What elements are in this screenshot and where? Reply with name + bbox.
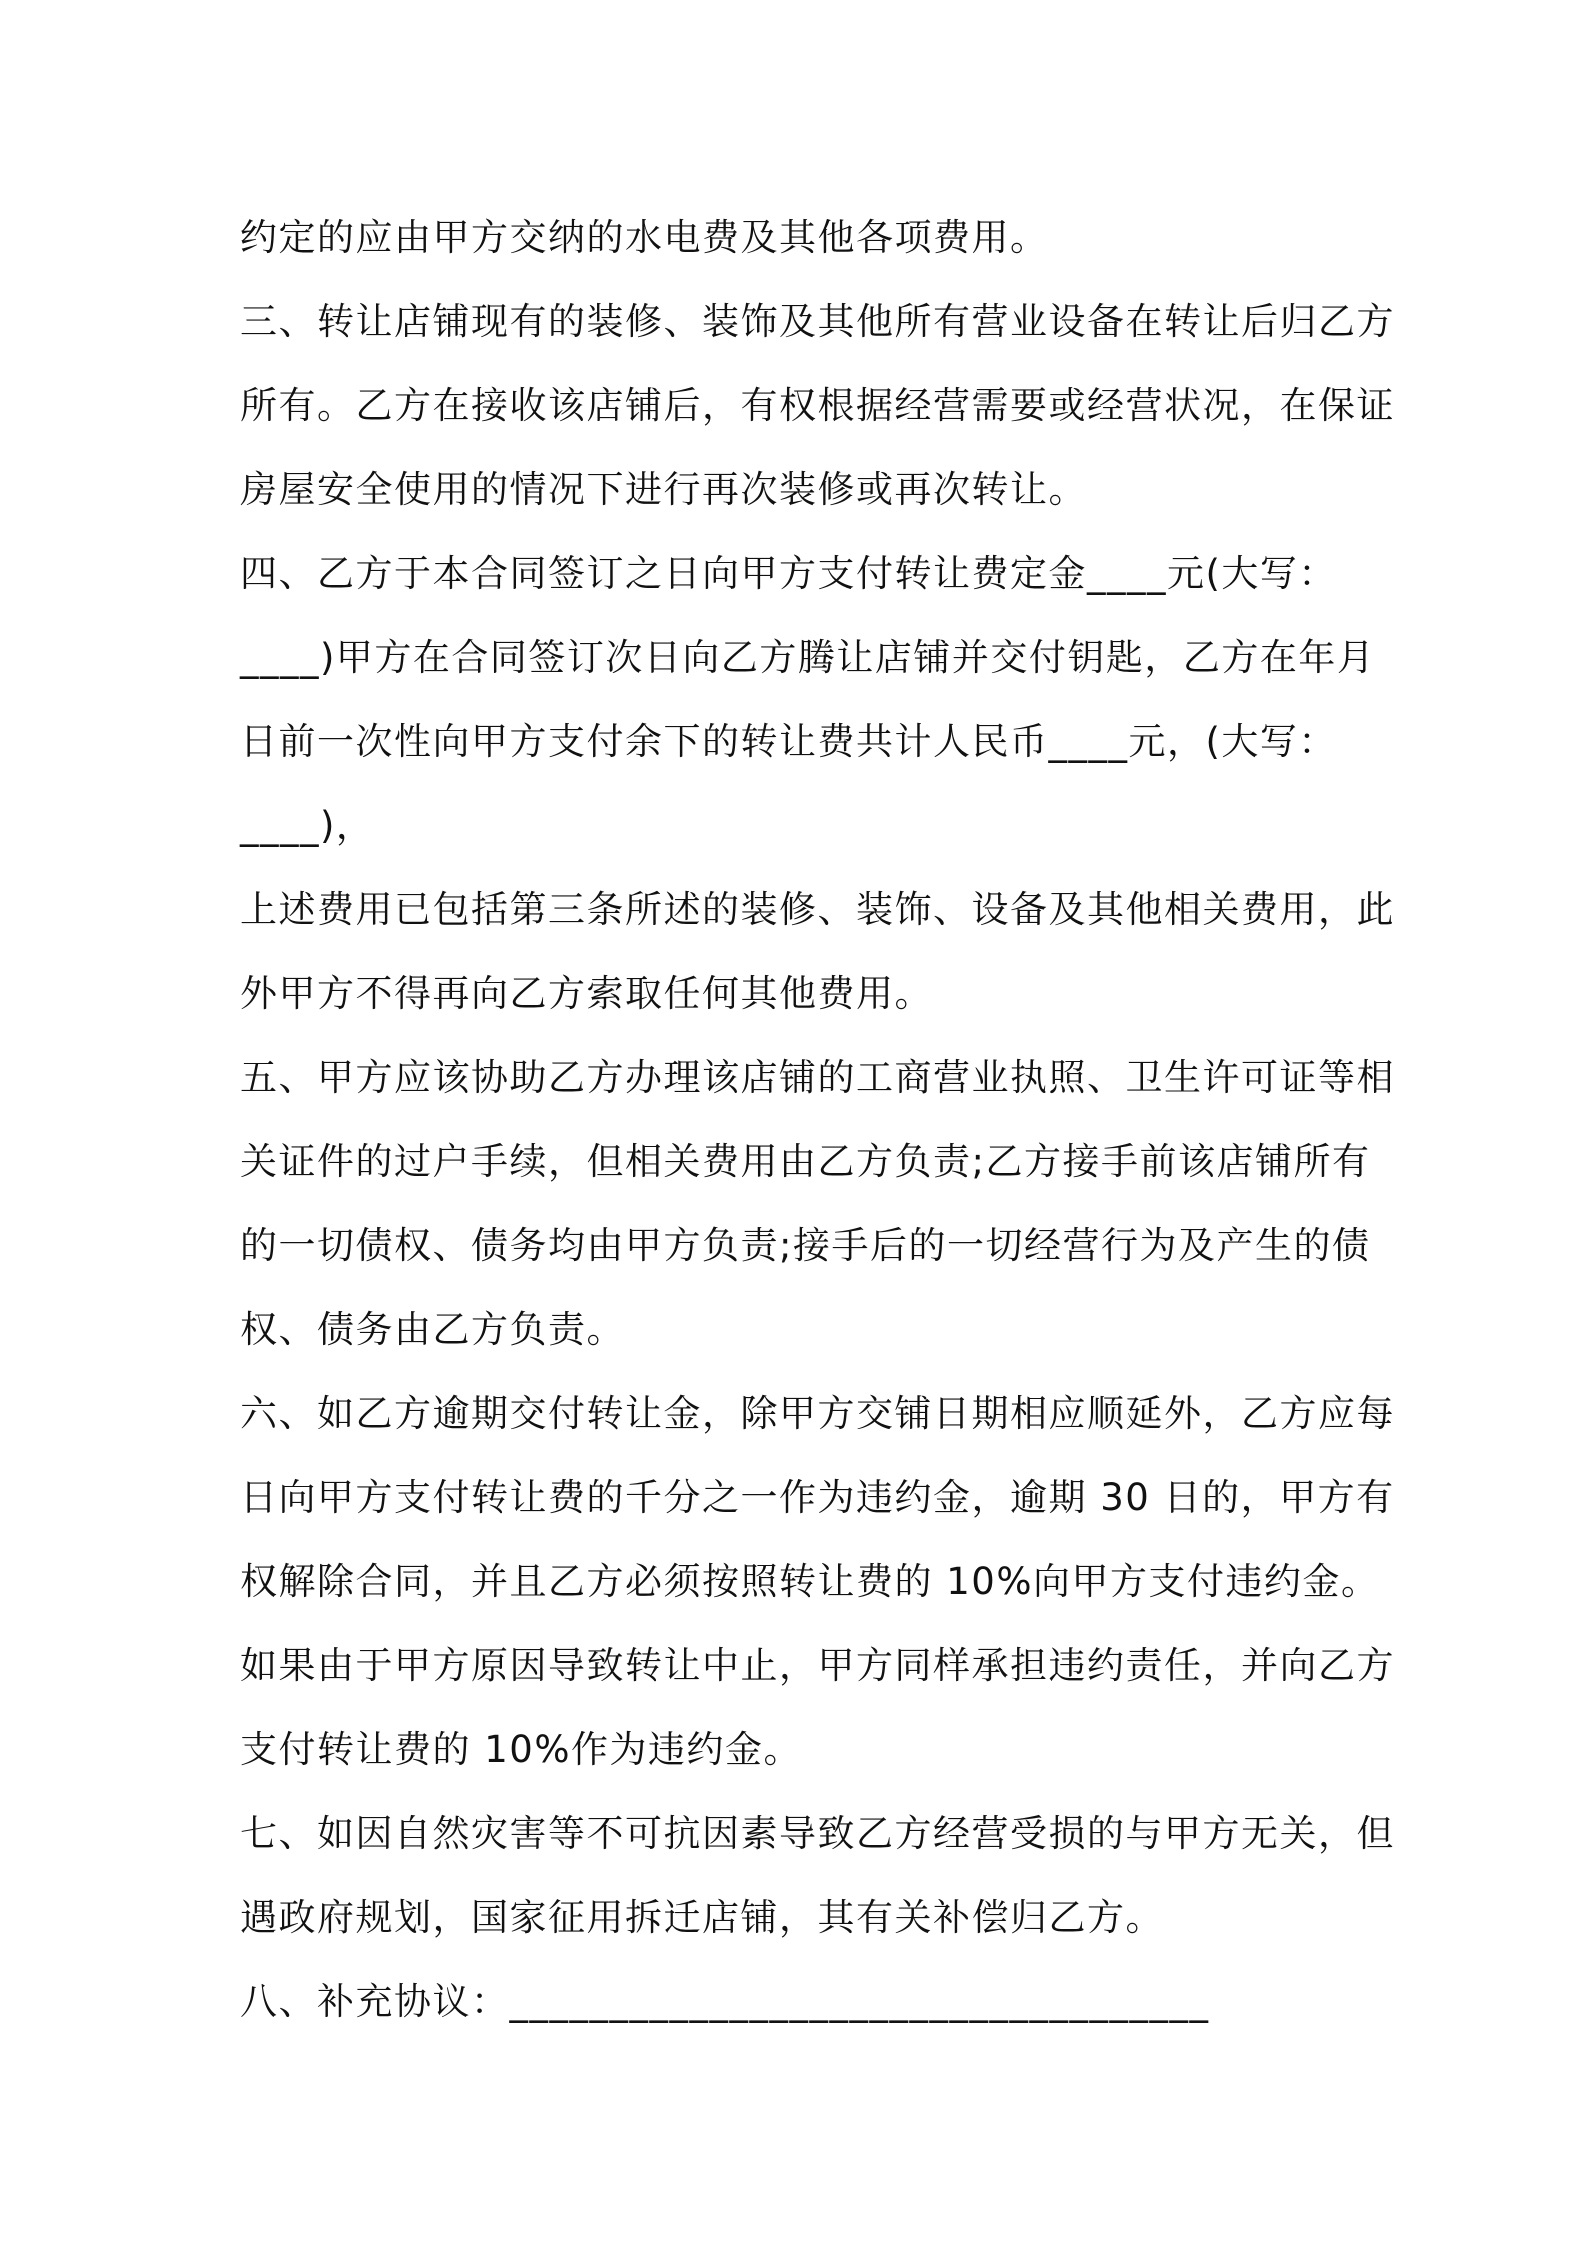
text-line: 七、如因自然灾害等不可抗因素导致乙方经营受损的与甲方无关，但 <box>240 1812 1395 1855</box>
text-line: ____)， <box>240 804 375 847</box>
text-line: 五、甲方应该协助乙方办理该店铺的工商营业执照、卫生许可证等相 <box>240 1056 1395 1099</box>
text-line: 日向甲方支付转让费的千分之一作为违约金，逾期 30 日的，甲方有 <box>240 1476 1395 1519</box>
text-line: 支付转让费的 10%作为违约金。 <box>240 1728 802 1771</box>
text-line: 的一切债权、债务均由甲方负责;接手后的一切经营行为及产生的债 <box>240 1224 1371 1267</box>
text-line: 八、补充协议：___________________________________ <box>240 1980 1210 2023</box>
document-body <box>240 196 1395 2044</box>
text-line: 约定的应由甲方交纳的水电费及其他各项费用。 <box>240 216 1049 259</box>
text-line: 遇政府规划，国家征用拆迁店铺，其有关补偿归乙方。 <box>240 1896 1164 1939</box>
text-line: ____)甲方在合同签订次日向乙方腾让店铺并交付钥匙，乙方在年月 <box>240 636 1376 679</box>
text-line: 外甲方不得再向乙方索取任何其他费用。 <box>240 972 933 1015</box>
text-line: 三、转让店铺现有的装修、装饰及其他所有营业设备在转让后归乙方 <box>240 300 1395 343</box>
text-line: 如果由于甲方原因导致转让中止，甲方同样承担违约责任，并向乙方 <box>240 1644 1395 1687</box>
text-line: 所有。乙方在接收该店铺后，有权根据经营需要或经营状况，在保证 <box>240 384 1395 427</box>
text-line: 日前一次性向甲方支付余下的转让费共计人民币____元，(大写： <box>240 720 1337 763</box>
text-line: 六、如乙方逾期交付转让金，除甲方交铺日期相应顺延外，乙方应每 <box>240 1392 1395 1435</box>
text-line: 权解除合同，并且乙方必须按照转让费的 10%向甲方支付违约金。 <box>240 1560 1380 1603</box>
text-line: 权、债务由乙方负责。 <box>240 1308 625 1351</box>
text-line: 房屋安全使用的情况下进行再次装修或再次转让。 <box>240 468 1087 511</box>
text-line: 上述费用已包括第三条所述的装修、装饰、设备及其他相关费用，此 <box>240 888 1395 931</box>
text-line: 四、乙方于本合同签订之日向甲方支付转让费定金____元(大写： <box>240 552 1337 595</box>
text-line: 关证件的过户手续，但相关费用由乙方负责;乙方接手前该店铺所有 <box>240 1140 1371 1183</box>
